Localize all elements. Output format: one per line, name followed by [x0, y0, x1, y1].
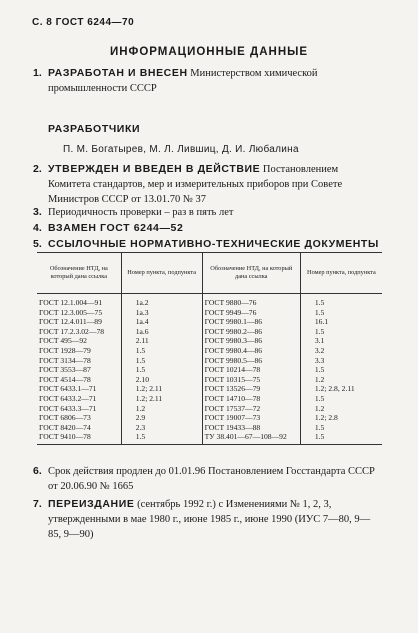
item-text: Срок действия продлен до 01.01.96 Постановлением Госстандарта СССР от 20.06.90 № 1665 — [48, 466, 375, 492]
item-heading: ССЫЛОЧНЫЕ НОРМАТИВНО-ТЕХНИЧЕСКИЕ ДОКУМЕНТЫ — [48, 238, 379, 250]
table-cell: ГОСТ 10214—78 — [202, 365, 300, 375]
column-header: Обозначение НТД, на который дана ссылка — [37, 253, 121, 294]
table-cell: 2.10 — [121, 375, 202, 385]
table-cell: ГОСТ 9980.2—86 — [202, 327, 300, 337]
item-5 — [33, 237, 403, 252]
table-cell: ГОСТ 9410—78 — [37, 432, 121, 444]
table-cell: 1а.2 — [121, 294, 202, 308]
item-text: Министерством химической промышленности СССР — [48, 68, 318, 94]
table-cell: ГОСТ 8420—74 — [39, 422, 91, 432]
table-cell: ГОСТ 12.1.004—91 — [39, 298, 103, 307]
item-heading: РАЗРАБОТАН И ВНЕСЕН — [48, 67, 188, 79]
table-cell: ГОСТ 4514—78 — [39, 374, 91, 384]
table-row — [37, 294, 382, 308]
table-row — [37, 375, 382, 385]
table-cell: ГОСТ 3134—78 — [39, 355, 91, 365]
table-cell: ГОСТ 9880—76 — [202, 294, 300, 308]
table-row — [37, 346, 382, 356]
column-header: Номер пункта, подпункта — [121, 253, 202, 294]
table-cell: 2.11 — [121, 336, 202, 346]
table-cell: ГОСТ 6433.3—71 — [39, 403, 97, 413]
item-number: 2. — [33, 163, 42, 175]
table-row — [37, 432, 382, 444]
table-cell: ГОСТ 495—92 — [39, 336, 87, 346]
item-text: Постановлением Комитета стандартов, мер и измерительных приборов при Совете Министров СССР от 13.01.70 № 37 — [48, 164, 343, 205]
table-cell: ГОСТ 19007—73 — [202, 413, 300, 423]
table-cell: 2.9 — [121, 413, 202, 423]
table-cell: 1.2; 2.11 — [121, 394, 202, 404]
item-4 — [33, 221, 383, 236]
item-number: 6. — [33, 465, 42, 477]
table-cell: 1а.3 — [121, 308, 202, 318]
item-1 — [33, 66, 383, 96]
table-cell: ГОСТ 3553—87 — [39, 365, 91, 375]
developers-list: П. М. Богатырев, М. Л. Лившиц, Д. И. Любалина — [63, 144, 299, 155]
table-cell: 1.5 — [121, 365, 202, 375]
table-row — [37, 365, 382, 375]
table-cell: ГОСТ 9980.4—86 — [202, 346, 300, 356]
table-cell: 1.2; 2.8 — [300, 413, 382, 423]
table-cell: 1.5 — [300, 294, 382, 308]
column-header: Обозначение НТД, на который дана ссылка — [202, 253, 300, 294]
table-cell: 1.5 — [300, 327, 382, 337]
table-cell: 1.5 — [300, 423, 382, 433]
table-cell: 1.2; 2.11 — [121, 384, 202, 394]
table-cell: 2.3 — [121, 423, 202, 433]
table-cell: 1.2 — [300, 404, 382, 414]
table-cell: ГОСТ 9980.5—86 — [202, 356, 300, 366]
item-number: 3. — [33, 206, 42, 218]
item-number: 5. — [33, 238, 42, 250]
table-cell: ГОСТ 1928—79 — [39, 345, 91, 355]
page-header: С. 8 ГОСТ 6244—70 — [32, 17, 135, 28]
section-title: ИНФОРМАЦИОННЫЕ ДАННЫЕ — [109, 46, 309, 58]
item-number: 7. — [33, 498, 42, 510]
table-cell: 16.1 — [300, 317, 382, 327]
table-cell: 1.5 — [121, 432, 202, 444]
table-cell: ГОСТ 13526—79 — [202, 384, 300, 394]
table-cell: ТУ 38.401—67—108—92 — [202, 432, 300, 444]
developers-heading: РАЗРАБОТЧИКИ — [48, 123, 141, 135]
item-number: 4. — [33, 222, 42, 234]
item-text: Периодичность проверки – раз в пять лет — [48, 207, 234, 218]
table-cell: ГОСТ 10315—75 — [202, 375, 300, 385]
table-cell: ГОСТ 17537—72 — [202, 404, 300, 414]
table-row — [37, 356, 382, 366]
table-cell: ГОСТ 9949—76 — [202, 308, 300, 318]
table-cell: 1а.4 — [121, 317, 202, 327]
table-cell: 1а.6 — [121, 327, 202, 337]
table-row — [37, 394, 382, 404]
table-cell: 1.2; 2.8, 2.11 — [300, 384, 382, 394]
item-heading: ПЕРЕИЗДАНИЕ — [48, 498, 135, 510]
item-3 — [33, 205, 383, 220]
table-row — [37, 308, 382, 318]
table-cell: 3.1 — [300, 336, 382, 346]
table-row — [37, 327, 382, 337]
table-cell: ГОСТ 19433—88 — [202, 423, 300, 433]
table-cell: ГОСТ 6806—73 — [39, 413, 91, 423]
table-cell: ГОСТ 12.4.011—89 — [39, 317, 102, 327]
item-heading: ВЗАМЕН ГОСТ 6244—52 — [48, 222, 184, 234]
table-cell: 1.5 — [300, 365, 382, 375]
table-row — [37, 413, 382, 423]
table-cell: 1.5 — [121, 356, 202, 366]
table-cell: 3.3 — [300, 356, 382, 366]
table-cell: 1.5 — [121, 346, 202, 356]
column-header: Номер пункта, подпункта — [300, 253, 382, 294]
table-cell: 1.2 — [300, 375, 382, 385]
item-heading: УТВЕРЖДЕН И ВВЕДЕН В ДЕЙСТВИЕ — [48, 163, 261, 175]
table-row — [37, 336, 382, 346]
table-cell: 1.2 — [121, 404, 202, 414]
references-table — [37, 252, 382, 445]
item-text: (сентябрь 1992 г.) с Изменениями № 1, 2, 3, утвержденными в мае 1980 г., июне 1985 г., июне 1990 (ИУС 7—80, 9—85, 9—90) — [48, 499, 371, 540]
item-number: 1. — [33, 67, 42, 79]
item-2 — [33, 162, 383, 207]
item-6 — [33, 464, 383, 494]
table-cell: 3.2 — [300, 346, 382, 356]
table-cell: ГОСТ 9980.3—86 — [202, 336, 300, 346]
table-cell: ГОСТ 17.2.3.02—78 — [39, 326, 105, 336]
item-7 — [33, 497, 383, 542]
table-cell: ГОСТ 12.3.005—75 — [39, 307, 103, 317]
table-cell: ГОСТ 6433.2—71 — [39, 393, 97, 403]
table-cell: 1.5 — [300, 308, 382, 318]
table-cell: 1.5 — [300, 432, 382, 444]
table-cell: ГОСТ 9980.1—86 — [202, 317, 300, 327]
table-cell: ГОСТ 6433.1—71 — [39, 384, 97, 394]
table-cell: 1.5 — [300, 394, 382, 404]
table-row — [37, 384, 382, 394]
table-row — [37, 404, 382, 414]
table-cell: ГОСТ 14710—78 — [202, 394, 300, 404]
table-row — [37, 423, 382, 433]
table-row — [37, 317, 382, 327]
